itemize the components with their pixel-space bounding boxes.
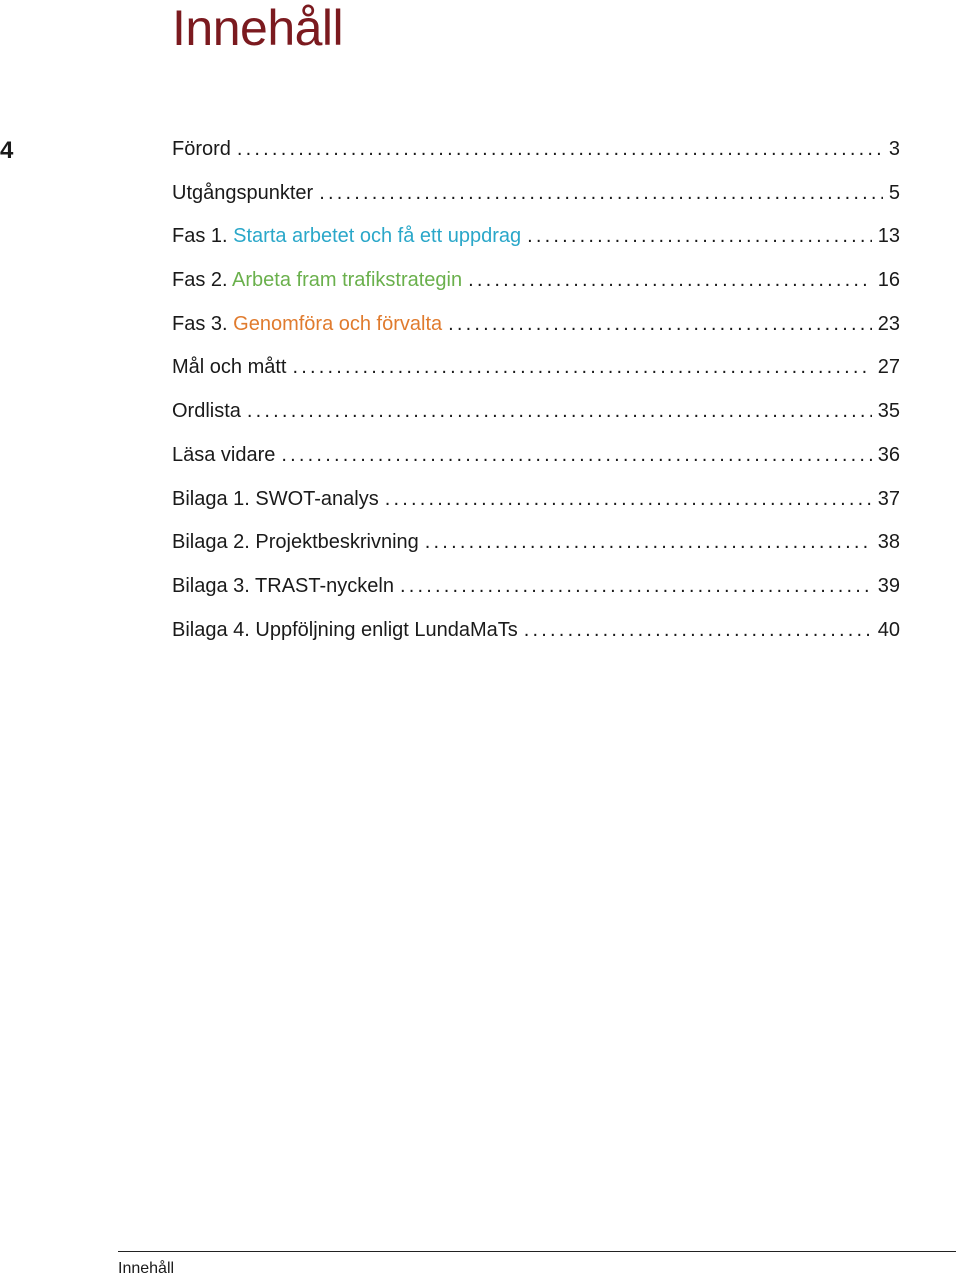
toc-leader-dots <box>527 215 872 259</box>
toc-page-number: 39 <box>877 574 900 597</box>
page-number: 4 <box>0 137 14 164</box>
toc-entry-fas-1[interactable] <box>172 215 900 259</box>
toc-page-number: 27 <box>877 356 900 379</box>
toc-leader-dots <box>319 172 883 216</box>
toc-entry-title: Förord <box>172 138 231 160</box>
toc-page-number: 3 <box>888 138 900 160</box>
toc-entry-title: Mål och mått <box>172 356 287 379</box>
toc-entry-title: Bilaga 4. Uppföljning enligt LundaMaTs <box>172 618 518 641</box>
table-of-contents <box>172 128 900 652</box>
toc-entry-bilaga-1[interactable] <box>172 478 900 522</box>
toc-entry-forord[interactable] <box>172 128 900 172</box>
toc-entry-title: Fas 1. Starta arbetet och få ett uppdrag <box>172 225 522 248</box>
toc-leader-dots <box>247 390 872 434</box>
toc-entry-bilaga-2[interactable] <box>172 521 900 565</box>
toc-page-number: 38 <box>877 531 900 554</box>
toc-page-number: 36 <box>877 443 900 466</box>
footer-divider <box>118 1251 956 1252</box>
toc-page-number: 35 <box>877 400 900 423</box>
toc-entry-fas-3[interactable] <box>172 303 900 347</box>
toc-entry-utgangspunkter[interactable] <box>172 172 900 216</box>
toc-page-number: 40 <box>877 618 900 641</box>
toc-entry-bilaga-4[interactable] <box>172 609 900 653</box>
toc-entry-title: Fas 2. Arbeta fram trafikstrategin <box>172 269 463 292</box>
toc-leader-dots <box>448 303 872 347</box>
toc-page-number: 37 <box>877 487 900 510</box>
toc-leader-dots <box>468 259 872 303</box>
toc-leader-dots <box>281 434 871 478</box>
toc-page-number: 5 <box>888 181 900 204</box>
toc-entry-lasa-vidare[interactable] <box>172 434 900 478</box>
toc-leader-dots <box>400 565 872 609</box>
toc-page-number: 13 <box>877 225 900 248</box>
toc-leader-dots <box>292 346 871 390</box>
toc-entry-title: Ordlista <box>172 400 241 423</box>
toc-leader-dots <box>524 609 872 653</box>
toc-entry-title: Läsa vidare <box>172 443 276 466</box>
toc-entry-title: Utgångspunkter <box>172 181 314 204</box>
toc-entry-title: Fas 3. Genomföra och förvalta <box>172 312 443 335</box>
toc-entry-mal-och-matt[interactable] <box>172 346 900 390</box>
page-title: Innehåll <box>172 0 344 56</box>
toc-leader-dots <box>385 478 872 522</box>
toc-entry-title: Bilaga 2. Projektbeskrivning <box>172 531 419 554</box>
toc-entry-title: Bilaga 1. SWOT-analys <box>172 487 379 510</box>
toc-leader-dots <box>425 521 872 565</box>
toc-leader-dots <box>237 128 883 172</box>
footer-section-label: Innehåll <box>118 1260 175 1277</box>
toc-entry-ordlista[interactable] <box>172 390 900 434</box>
toc-entry-title: Bilaga 3. TRAST-nyckeln <box>172 574 394 597</box>
toc-entry-fas-2[interactable] <box>172 259 900 303</box>
toc-page-number: 16 <box>877 269 900 292</box>
toc-entry-bilaga-3[interactable] <box>172 565 900 609</box>
toc-page-number: 23 <box>877 312 900 335</box>
